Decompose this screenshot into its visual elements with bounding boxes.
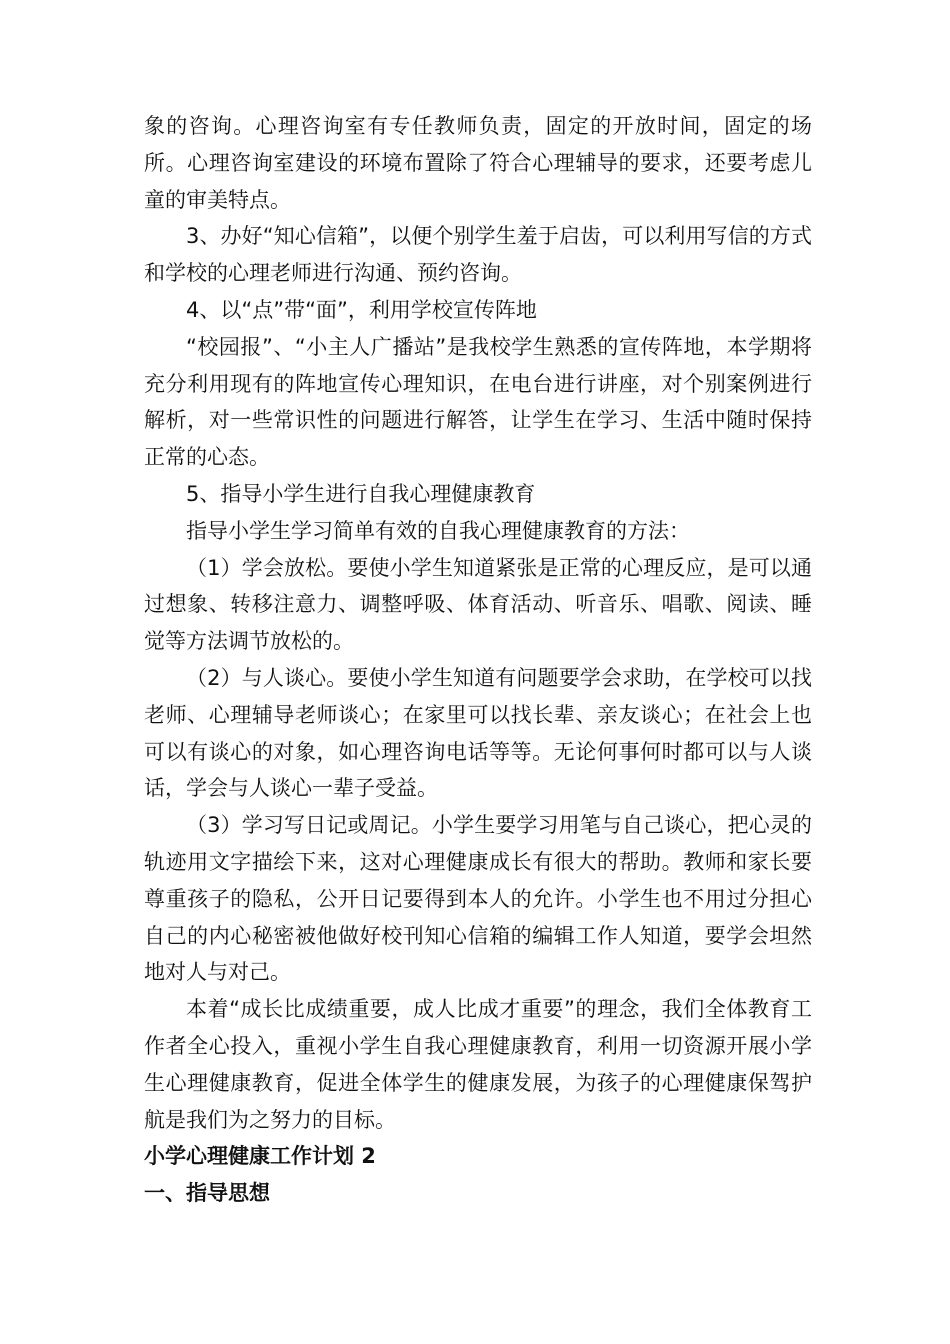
paragraph-methods-intro: 指导小学生学习简单有效的自我心理健康教育的方法： bbox=[186, 518, 690, 543]
paragraph-campus-media: “校园报”、“小主人广播站”是我校学生熟悉的宣传阵地，本学期将充分利用现有的阵地宣传心理知识，在电台进行讲座，对个别案例进行解析，对一些常识性的问题进行解答，让学生在学习、生活中随时保持正常的心态。 bbox=[144, 334, 812, 470]
paragraph-item-3: 3、办好“知心信箱”，以便个别学生羞于启齿，可以利用写信的方式和学校的心理老师进行沟通、预约咨询。 bbox=[144, 224, 812, 286]
paragraph-method-1: （1）学会放松。要使小学生知道紧张是正常的心理反应，是可以通过想象、转移注意力、调整呼吸、体育活动、听音乐、唱歌、阅读、睡觉等方法调节放松的。 bbox=[144, 555, 812, 654]
section-heading-guiding-ideology: 一、指导思想 bbox=[144, 1181, 270, 1206]
paragraph-conclusion: 本着“成长比成绩重要，成人比成才重要”的理念，我们全体教育工作者全心投入，重视小学生自我心理健康教育，利用一切资源开展小学生心理健康教育，促进全体学生的健康发展，为孩子的心理健康保驾护航是我们为之努力的目标。 bbox=[144, 997, 812, 1132]
paragraph-item-5: 5、指导小学生进行自我心理健康教育 bbox=[186, 481, 536, 506]
document-title: 小学心理健康工作计划 2 bbox=[144, 1144, 376, 1169]
paragraph-method-3: （3）学习写日记或周记。小学生要学习用笔与自己谈心，把心灵的轨迹用文字描绘下来，这对心理健康成长有很大的帮助。教师和家长要尊重孩子的隐私，公开日记要得到本人的允许。小学生也不用过分担心自己的内心秘密被他做好校刊知心信箱的编辑工作人知道，要学会坦然地对人与对己。 bbox=[144, 813, 812, 985]
paragraph-method-2: （2）与人谈心。要使小学生知道有问题要学会求助，在学校可以找老师、心理辅导老师谈心；在家里可以找长辈、亲友谈心；在社会上也可以有谈心的对象，如心理咨询电话等等。无论何事何时都可以与人谈话，学会与人谈心一辈子受益。 bbox=[144, 665, 812, 801]
document-page bbox=[144, 108, 812, 1212]
paragraph-consultation-room: 象的咨询。心理咨询室有专任教师负责，固定的开放时间，固定的场所。心理咨询室建设的环境布置除了符合心理辅导的要求，还要考虑儿童的审美特点。 bbox=[144, 114, 812, 212]
paragraph-item-4: 4、以“点”带“面”，利用学校宣传阵地 bbox=[186, 297, 537, 322]
